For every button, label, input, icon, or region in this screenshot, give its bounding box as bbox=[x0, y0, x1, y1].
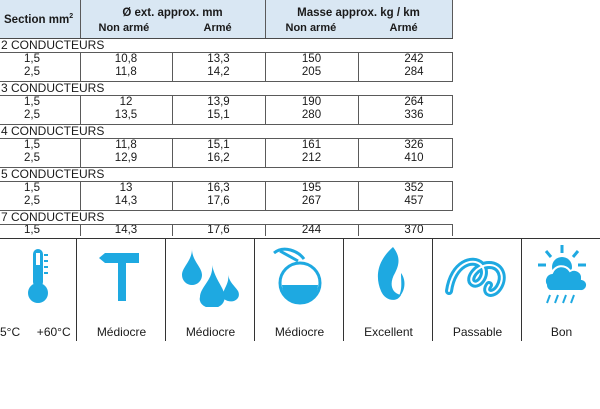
section-value: 1,5 bbox=[24, 224, 40, 236]
mass-non-arme-value: 280 bbox=[301, 109, 322, 121]
table-row bbox=[0, 182, 452, 211]
diam-arme-value: 15,1 bbox=[207, 139, 230, 151]
group-title: 2 CONDUCTEURS bbox=[1, 38, 105, 52]
table-row bbox=[0, 139, 452, 168]
oil-wave-icon bbox=[433, 243, 522, 307]
table-row bbox=[0, 96, 452, 125]
mass-arme-value: 410 bbox=[404, 152, 424, 164]
group-title: 3 CONDUCTEURS bbox=[1, 81, 105, 95]
diam-non-arme-value: 12 bbox=[119, 96, 133, 108]
group-row bbox=[0, 168, 452, 182]
section-value: 2,5 bbox=[24, 109, 40, 121]
mass-arme-value: 242 bbox=[404, 53, 424, 65]
diam-arme-value: 16,2 bbox=[207, 152, 230, 164]
diameter-non-arme-header: Non armé bbox=[98, 22, 150, 34]
mass-arme-value: 352 bbox=[404, 182, 424, 194]
mass-non-arme-value: 212 bbox=[301, 152, 322, 164]
property-water bbox=[165, 239, 255, 341]
table-row bbox=[0, 53, 452, 82]
section-value: 2,5 bbox=[24, 66, 40, 78]
diam-non-arme-value: 14,3 bbox=[80, 225, 172, 237]
temperature-label: 5°C +60°C bbox=[0, 325, 71, 339]
group-row bbox=[0, 82, 452, 96]
mass-arme-value: 326 bbox=[404, 139, 424, 151]
section-value: 1,5 bbox=[24, 53, 40, 65]
diam-arme-value: 15,1 bbox=[207, 109, 230, 121]
diam-non-arme-value: 10,8 bbox=[114, 53, 138, 65]
section-header: Section $mm^2$ bbox=[0, 0, 80, 39]
mass-header bbox=[265, 0, 452, 39]
section-value: 1,5 bbox=[24, 182, 40, 194]
table-header bbox=[0, 0, 452, 39]
diam-non-arme-value: 14,3 bbox=[114, 195, 138, 207]
property-oil bbox=[432, 239, 522, 341]
property-temperature bbox=[0, 239, 76, 341]
group-row bbox=[0, 211, 452, 225]
mass-non-arme-value: 195 bbox=[301, 182, 322, 194]
mass-non-arme-value: 150 bbox=[301, 53, 322, 65]
property-impact bbox=[76, 239, 166, 341]
diam-arme-value: 16,3 bbox=[207, 182, 230, 194]
group-title: 7 CONDUCTEURS bbox=[1, 210, 105, 224]
chemical-label: Médiocre bbox=[274, 325, 325, 339]
diam-non-arme-value: 12,9 bbox=[114, 152, 138, 164]
property-fire bbox=[343, 239, 433, 341]
mass-arme-value: 370 bbox=[358, 225, 452, 237]
diam-arme-value: 14,2 bbox=[207, 66, 230, 78]
group-row bbox=[0, 39, 452, 53]
mass-arme-value: 457 bbox=[404, 195, 424, 207]
diam-arme-value: 13,3 bbox=[207, 53, 230, 65]
thermometer-icon bbox=[0, 243, 76, 307]
property-chemical bbox=[254, 239, 344, 341]
mass-non-arme-value: 244 bbox=[265, 225, 358, 237]
weather-label: Bon bbox=[550, 325, 573, 339]
diameter-arme-header: Armé bbox=[203, 22, 232, 34]
section-value: 1,5 bbox=[24, 96, 40, 108]
group-title: 4 CONDUCTEURS bbox=[1, 124, 105, 138]
diam-arme-value: 17,6 bbox=[172, 225, 265, 237]
water-label: Médiocre bbox=[185, 325, 236, 339]
chemical-flask-icon bbox=[255, 243, 344, 307]
mass-arme-value: 264 bbox=[404, 96, 424, 108]
mass-non-arme-value: 205 bbox=[301, 66, 322, 78]
section-value: 2,5 bbox=[24, 152, 40, 164]
diam-non-arme-value: 11,8 bbox=[115, 139, 137, 151]
section-value: 1,5 bbox=[24, 139, 40, 151]
mass-arme-value: 284 bbox=[404, 66, 424, 78]
diameter-header bbox=[80, 0, 265, 39]
diam-arme-value: 17,6 bbox=[207, 195, 230, 207]
property-weather bbox=[521, 239, 600, 341]
oil-label: Passable bbox=[452, 325, 503, 339]
mass-non-arme-value: 190 bbox=[301, 96, 322, 108]
mass-arme-value: 336 bbox=[404, 109, 424, 121]
group-title: 5 CONDUCTEURS bbox=[1, 167, 105, 181]
table-row bbox=[0, 225, 452, 237]
flame-icon bbox=[344, 243, 433, 307]
diam-arme-value: 13,9 bbox=[207, 96, 230, 108]
properties-strip bbox=[0, 238, 600, 341]
diam-non-arme-value: 13,5 bbox=[114, 109, 138, 121]
diam-non-arme-value: 11,8 bbox=[115, 66, 137, 78]
mass-group-title: Masse approx. kg / km bbox=[297, 7, 420, 19]
mass-arme-header: Armé bbox=[389, 22, 418, 34]
mass-non-arme-value: 267 bbox=[301, 195, 322, 207]
mass-non-arme-header: Non armé bbox=[285, 22, 337, 34]
impact-label: Médiocre bbox=[96, 325, 147, 339]
diam-non-arme-value: 13 bbox=[119, 182, 133, 194]
cable-spec-table bbox=[0, 0, 453, 236]
diameter-group-title: Ø ext. approx. mm bbox=[122, 7, 223, 19]
mass-non-arme-value: 161 bbox=[301, 139, 322, 151]
weather-sun-rain-icon bbox=[522, 243, 600, 307]
section-value: 2,5 bbox=[24, 195, 40, 207]
fire-label: Excellent bbox=[364, 325, 413, 339]
group-row bbox=[0, 125, 452, 139]
water-drops-icon bbox=[166, 243, 255, 307]
hammer-icon bbox=[77, 243, 166, 307]
